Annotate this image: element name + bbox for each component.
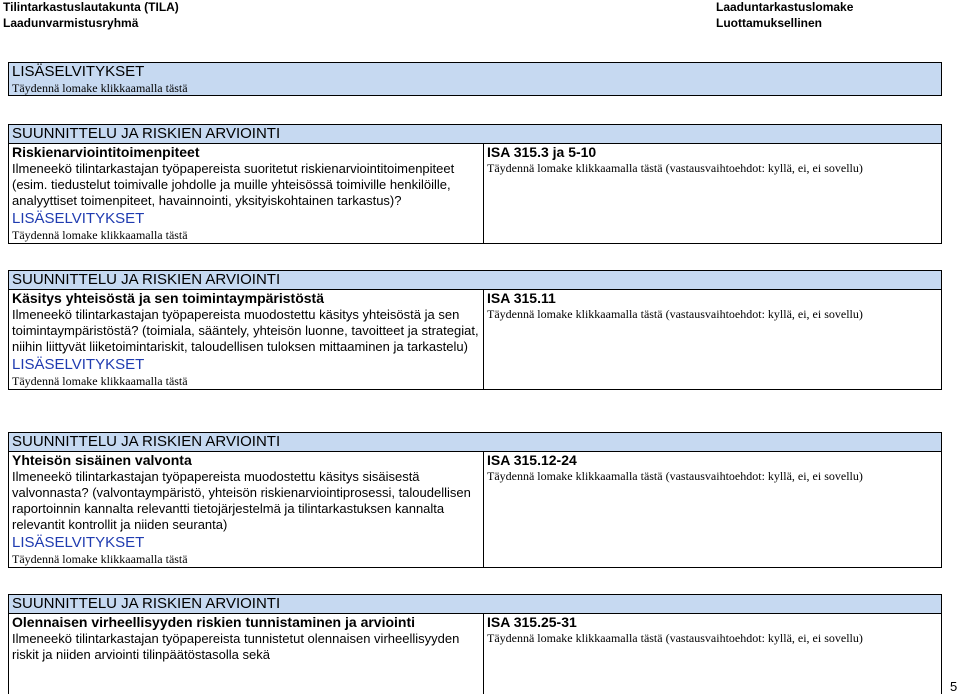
answer-fill-field[interactable]: Täydennä lomake klikkaamalla tästä (vastausvaihtoehdot: kyllä, ei, ei sovellu) <box>487 469 863 483</box>
question-text: Ilmeneekö tilintarkastajan työpapereista tunnistetut olennaisen virheellisyyden riskit ja niiden arviointi tilinpäätöstasolla sekä <box>12 631 460 662</box>
question-heading: Olennaisen virheellisyyden riskien tunnistaminen ja arviointi <box>12 614 416 630</box>
answer-cell <box>484 452 941 567</box>
section-band-title: SUUNNITTELU JA RISKIEN ARVIOINTI <box>12 125 281 142</box>
additional-info-fill-field[interactable]: Täydennä lomake klikkaamalla tästä <box>12 228 188 242</box>
question-heading: Yhteisön sisäinen valvonta <box>12 452 192 468</box>
question-cell <box>9 452 484 567</box>
question-cell <box>9 144 484 243</box>
section-understanding-entity <box>8 270 942 390</box>
question-text: Ilmeneekö tilintarkastajan työpapereista muodostettu käsitys sisäisestä valvonnasta? (valvontaympäristö, yhteisön riskienarviointiprosessi, taloudellisen raportoinnin kannalta relevantti tietojärjestelmä ja tilintarkastuksen kannalta relevantit kontrollit ja niiden seuranta) <box>12 469 471 532</box>
section-band-title: SUUNNITTELU JA RISKIEN ARVIOINTI <box>12 595 281 612</box>
additional-info-fill-field[interactable]: Täydennä lomake klikkaamalla tästä <box>12 374 188 388</box>
isa-reference: ISA 315.11 <box>487 290 556 306</box>
answer-fill-field[interactable]: Täydennä lomake klikkaamalla tästä (vastausvaihtoehdot: kyllä, ei, ei sovellu) <box>487 631 863 645</box>
section-band <box>9 125 941 144</box>
question-text: Ilmeneekö tilintarkastajan työpapereista muodostettu käsitys yhteisöstä ja sen toimintaympäristöstä? (toimiala, sääntely, yhteisön luonne, tavoitteet ja strategiat, niihin liittyvät liiketoimintariskit, taloudellisen tuloksen mittaaminen ja tarkastelu) <box>12 307 479 354</box>
isa-reference: ISA 315.25-31 <box>487 614 577 630</box>
additional-info-box <box>8 62 942 96</box>
question-heading: Riskienarviointitoimenpiteet <box>12 144 200 160</box>
additional-info-title: LISÄSELVITYKSET <box>12 63 145 80</box>
isa-reference: ISA 315.12-24 <box>487 452 577 468</box>
question-cell <box>9 614 484 694</box>
additional-info-label: LISÄSELVITYKSET <box>12 210 145 227</box>
answer-cell <box>484 290 941 389</box>
answer-fill-field[interactable]: Täydennä lomake klikkaamalla tästä (vastausvaihtoehdot: kyllä, ei, ei sovellu) <box>487 307 863 321</box>
document-header-left <box>3 0 179 31</box>
form-name: Laaduntarkastuslomake <box>716 0 854 14</box>
section-risk-assessment-procedures <box>8 124 942 244</box>
answer-fill-field[interactable]: Täydennä lomake klikkaamalla tästä (vastausvaihtoehdot: kyllä, ei, ei sovellu) <box>487 161 863 175</box>
question-cell <box>9 290 484 389</box>
additional-info-fill-field[interactable]: Täydennä lomake klikkaamalla tästä <box>12 81 188 95</box>
question-heading: Käsitys yhteisöstä ja sen toimintaympäristöstä <box>12 290 324 306</box>
section-band <box>9 271 941 290</box>
section-band <box>9 433 941 452</box>
organization-name: Tilintarkastuslautakunta (TILA) <box>3 0 179 14</box>
answer-cell <box>484 614 941 694</box>
section-band <box>9 595 941 614</box>
additional-info-band <box>9 63 941 95</box>
section-row <box>9 290 941 389</box>
group-name: Laadunvarmistusryhmä <box>3 16 139 30</box>
section-row <box>9 144 941 243</box>
section-material-misstatement <box>8 594 942 694</box>
document-header-right <box>716 0 853 31</box>
additional-info-label: LISÄSELVITYKSET <box>12 356 145 373</box>
page-number: 5 <box>950 679 958 694</box>
section-band-title: SUUNNITTELU JA RISKIEN ARVIOINTI <box>12 433 281 450</box>
section-internal-control <box>8 432 942 568</box>
answer-cell <box>484 144 941 243</box>
section-row <box>9 452 941 567</box>
confidentiality-label: Luottamuksellinen <box>716 16 823 30</box>
question-text: Ilmeneekö tilintarkastajan työpapereista suoritetut riskienarviointitoimenpiteet (esim. tiedustelut toimivalle johdolle ja muille yhteisössä toimiville henkilöille, analyyttiset toimenpiteet, havainnointi, yksityiskohtainen tarkastus)? <box>12 161 455 208</box>
additional-info-label: LISÄSELVITYKSET <box>12 534 145 551</box>
isa-reference: ISA 315.3 ja 5-10 <box>487 144 597 160</box>
additional-info-fill-field[interactable]: Täydennä lomake klikkaamalla tästä <box>12 552 188 566</box>
section-row <box>9 614 941 694</box>
section-band-title: SUUNNITTELU JA RISKIEN ARVIOINTI <box>12 271 281 288</box>
